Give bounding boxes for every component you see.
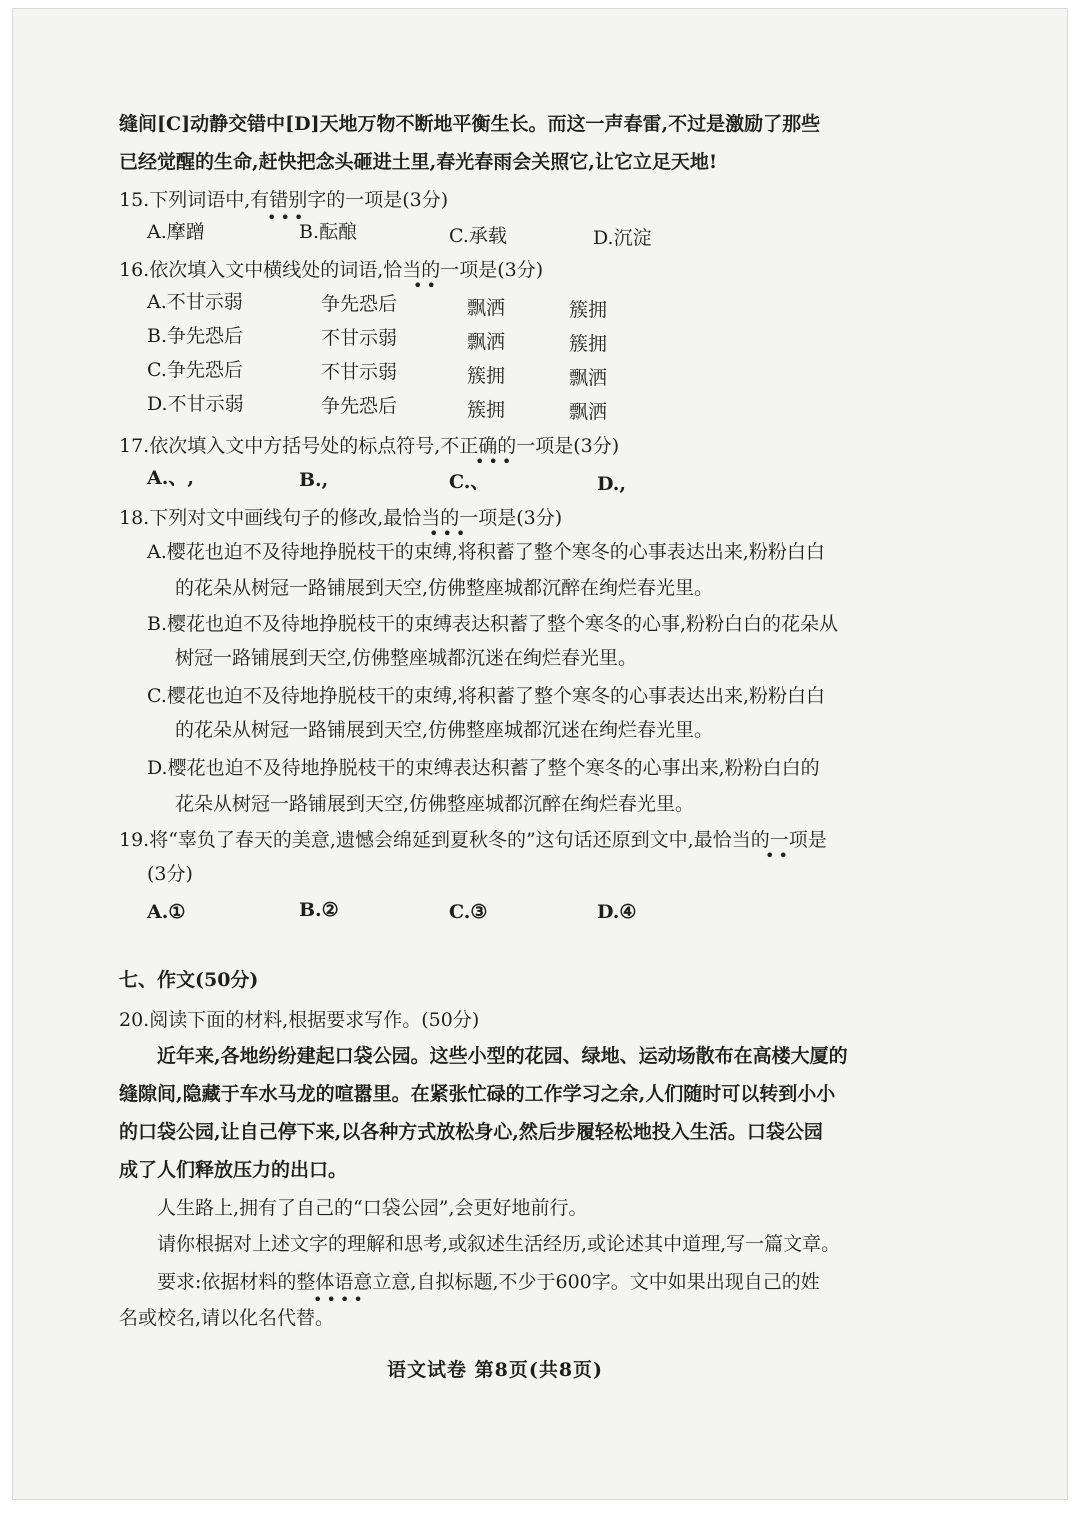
- q16-option-d-word3: 簇拥: [467, 399, 506, 421]
- q16-option-d-word1: D.不甘示弱: [147, 393, 244, 415]
- q18-option-a-line2: 的花朵从树冠一路铺展到天空,仿佛整座城都沉醉在绚烂春光里。: [175, 577, 714, 599]
- q16-option-c-word1: C.争先恐后: [147, 359, 243, 381]
- q16-option-a-word2: 争先恐后: [321, 293, 398, 315]
- q16-option-b-word2: 不甘示弱: [321, 327, 398, 349]
- question-19-stem: 19.将“辜负了春天的美意,遗憾会绵延到夏秋冬的”这句话还原到文中,最恰当的一项是: [119, 829, 827, 851]
- q16-option-a-word3: 飘洒: [467, 297, 506, 319]
- question-16-stem: 16.依次填入文中横线处的词语,恰当的一项是(3分): [119, 259, 544, 281]
- q15-option-c: C.承载: [449, 225, 507, 247]
- q18-option-d-line1: D.樱花也迫不及待地挣脱枝干的束缚表达积蓄了整个寒冬的心事出来,粉粉白白的: [147, 757, 820, 779]
- question-17-stem: 17.依次填入文中方括号处的标点符号,不正确的一项是(3分): [119, 435, 620, 457]
- q18-option-c-line1: C.樱花也迫不及待地挣脱枝干的束缚,将积蓄了整个寒冬的心事表达出来,粉粉白白: [147, 685, 825, 707]
- q16-option-d-word2: 争先恐后: [321, 395, 398, 417]
- q16-option-b-word1: B.争先恐后: [147, 325, 244, 347]
- question-20-stem: 20.阅读下面的材料,根据要求写作。(50分): [119, 1009, 480, 1031]
- question-19-score: (3分): [147, 863, 193, 885]
- emphasis-dots: ••: [413, 276, 440, 295]
- pocket-park-line: 人生路上,拥有了自己的“口袋公园”,会更好地前行。: [157, 1197, 588, 1219]
- material-line: 缝隙间,隐藏于车水马龙的喧嚣里。在紧张忙碌的工作学习之余,人们随时可以转到小小: [119, 1083, 836, 1105]
- q17-option-a: A.、,: [147, 467, 194, 489]
- requirement-line: 要求:依据材料的整体语意立意,自拟标题,不少于600字。文中如果出现自己的姓: [157, 1271, 820, 1293]
- task-line: 请你根据对上述文字的理解和思考,或叙述生活经历,或论述其中道理,写一篇文章。: [157, 1233, 841, 1255]
- q18-option-c-line2: 的花朵从树冠一路铺展到天空,仿佛整座城都沉迷在绚烂春光里。: [175, 719, 714, 741]
- q16-option-b-word3: 飘洒: [467, 331, 506, 353]
- q18-option-a-line1: A.樱花也迫不及待地挣脱枝干的束缚,将积蓄了整个寒冬的心事表达出来,粉粉白白: [147, 541, 825, 563]
- q16-option-a-word1: A.不甘示弱: [147, 291, 243, 313]
- passage-line: 已经觉醒的生命,赶快把念头砸进土里,春光春雨会关照它,让它立足天地!: [119, 151, 718, 173]
- q16-option-c-word2: 不甘示弱: [321, 361, 398, 383]
- q16-option-c-word3: 簇拥: [467, 365, 506, 387]
- emphasis-dots: •••: [267, 208, 308, 227]
- q19-option-a: A.①: [147, 901, 186, 923]
- requirement-line: 名或校名,请以化名代替。: [119, 1307, 335, 1329]
- q19-option-d: D.④: [597, 901, 637, 923]
- q18-option-b-line2: 树冠一路铺展到天空,仿佛整座城都沉迷在绚烂春光里。: [175, 647, 638, 669]
- q15-option-b: B.酝酿: [299, 221, 358, 243]
- material-line: 近年来,各地纷纷建起口袋公园。这些小型的花园、绿地、运动场散布在高楼大厦的: [157, 1045, 848, 1067]
- q17-option-c: C.、: [449, 471, 490, 493]
- q18-option-b-line1: B.樱花也迫不及待地挣脱枝干的束缚表达积蓄了整个寒冬的心事,粉粉白白的花朵从: [147, 613, 839, 635]
- emphasis-dots: ••••: [313, 1290, 367, 1309]
- q15-option-a: A.摩蹭: [147, 221, 205, 243]
- q17-option-d: D.,: [597, 473, 627, 495]
- q16-option-a-word4: 簇拥: [569, 299, 608, 321]
- emphasis-dots: •••: [429, 524, 470, 543]
- page-footer: 语文试卷 第8页(共8页): [387, 1359, 604, 1381]
- material-line: 成了人们释放压力的出口。: [119, 1159, 348, 1181]
- exam-page: [12, 8, 1068, 1500]
- q17-option-b: B.,: [299, 469, 329, 491]
- emphasis-dots: •••: [475, 452, 516, 471]
- q18-option-d-line2: 花朵从树冠一路铺展到天空,仿佛整座城都沉醉在绚烂春光里。: [175, 793, 695, 815]
- material-line: 的口袋公园,让自己停下来,以各种方式放松身心,然后步履轻松地投入生活。口袋公园: [119, 1121, 823, 1143]
- q15-option-d: D.沉淀: [593, 227, 652, 249]
- q16-option-c-word4: 飘洒: [569, 367, 608, 389]
- q19-option-b: B.②: [299, 899, 339, 921]
- q16-option-b-word4: 簇拥: [569, 333, 608, 355]
- emphasis-dots: ••: [765, 846, 792, 865]
- q19-option-c: C.③: [449, 901, 488, 923]
- section-heading: 七、作文(50分): [119, 969, 259, 991]
- question-18-stem: 18.下列对文中画线句子的修改,最恰当的一项是(3分): [119, 507, 563, 529]
- passage-line: 缝间[C]动静交错中[D]天地万物不断地平衡生长。而这一声春雷,不过是激励了那些: [119, 113, 821, 135]
- question-15-stem: 15.下列词语中,有错别字的一项是(3分): [119, 189, 449, 211]
- q16-option-d-word4: 飘洒: [569, 401, 608, 423]
